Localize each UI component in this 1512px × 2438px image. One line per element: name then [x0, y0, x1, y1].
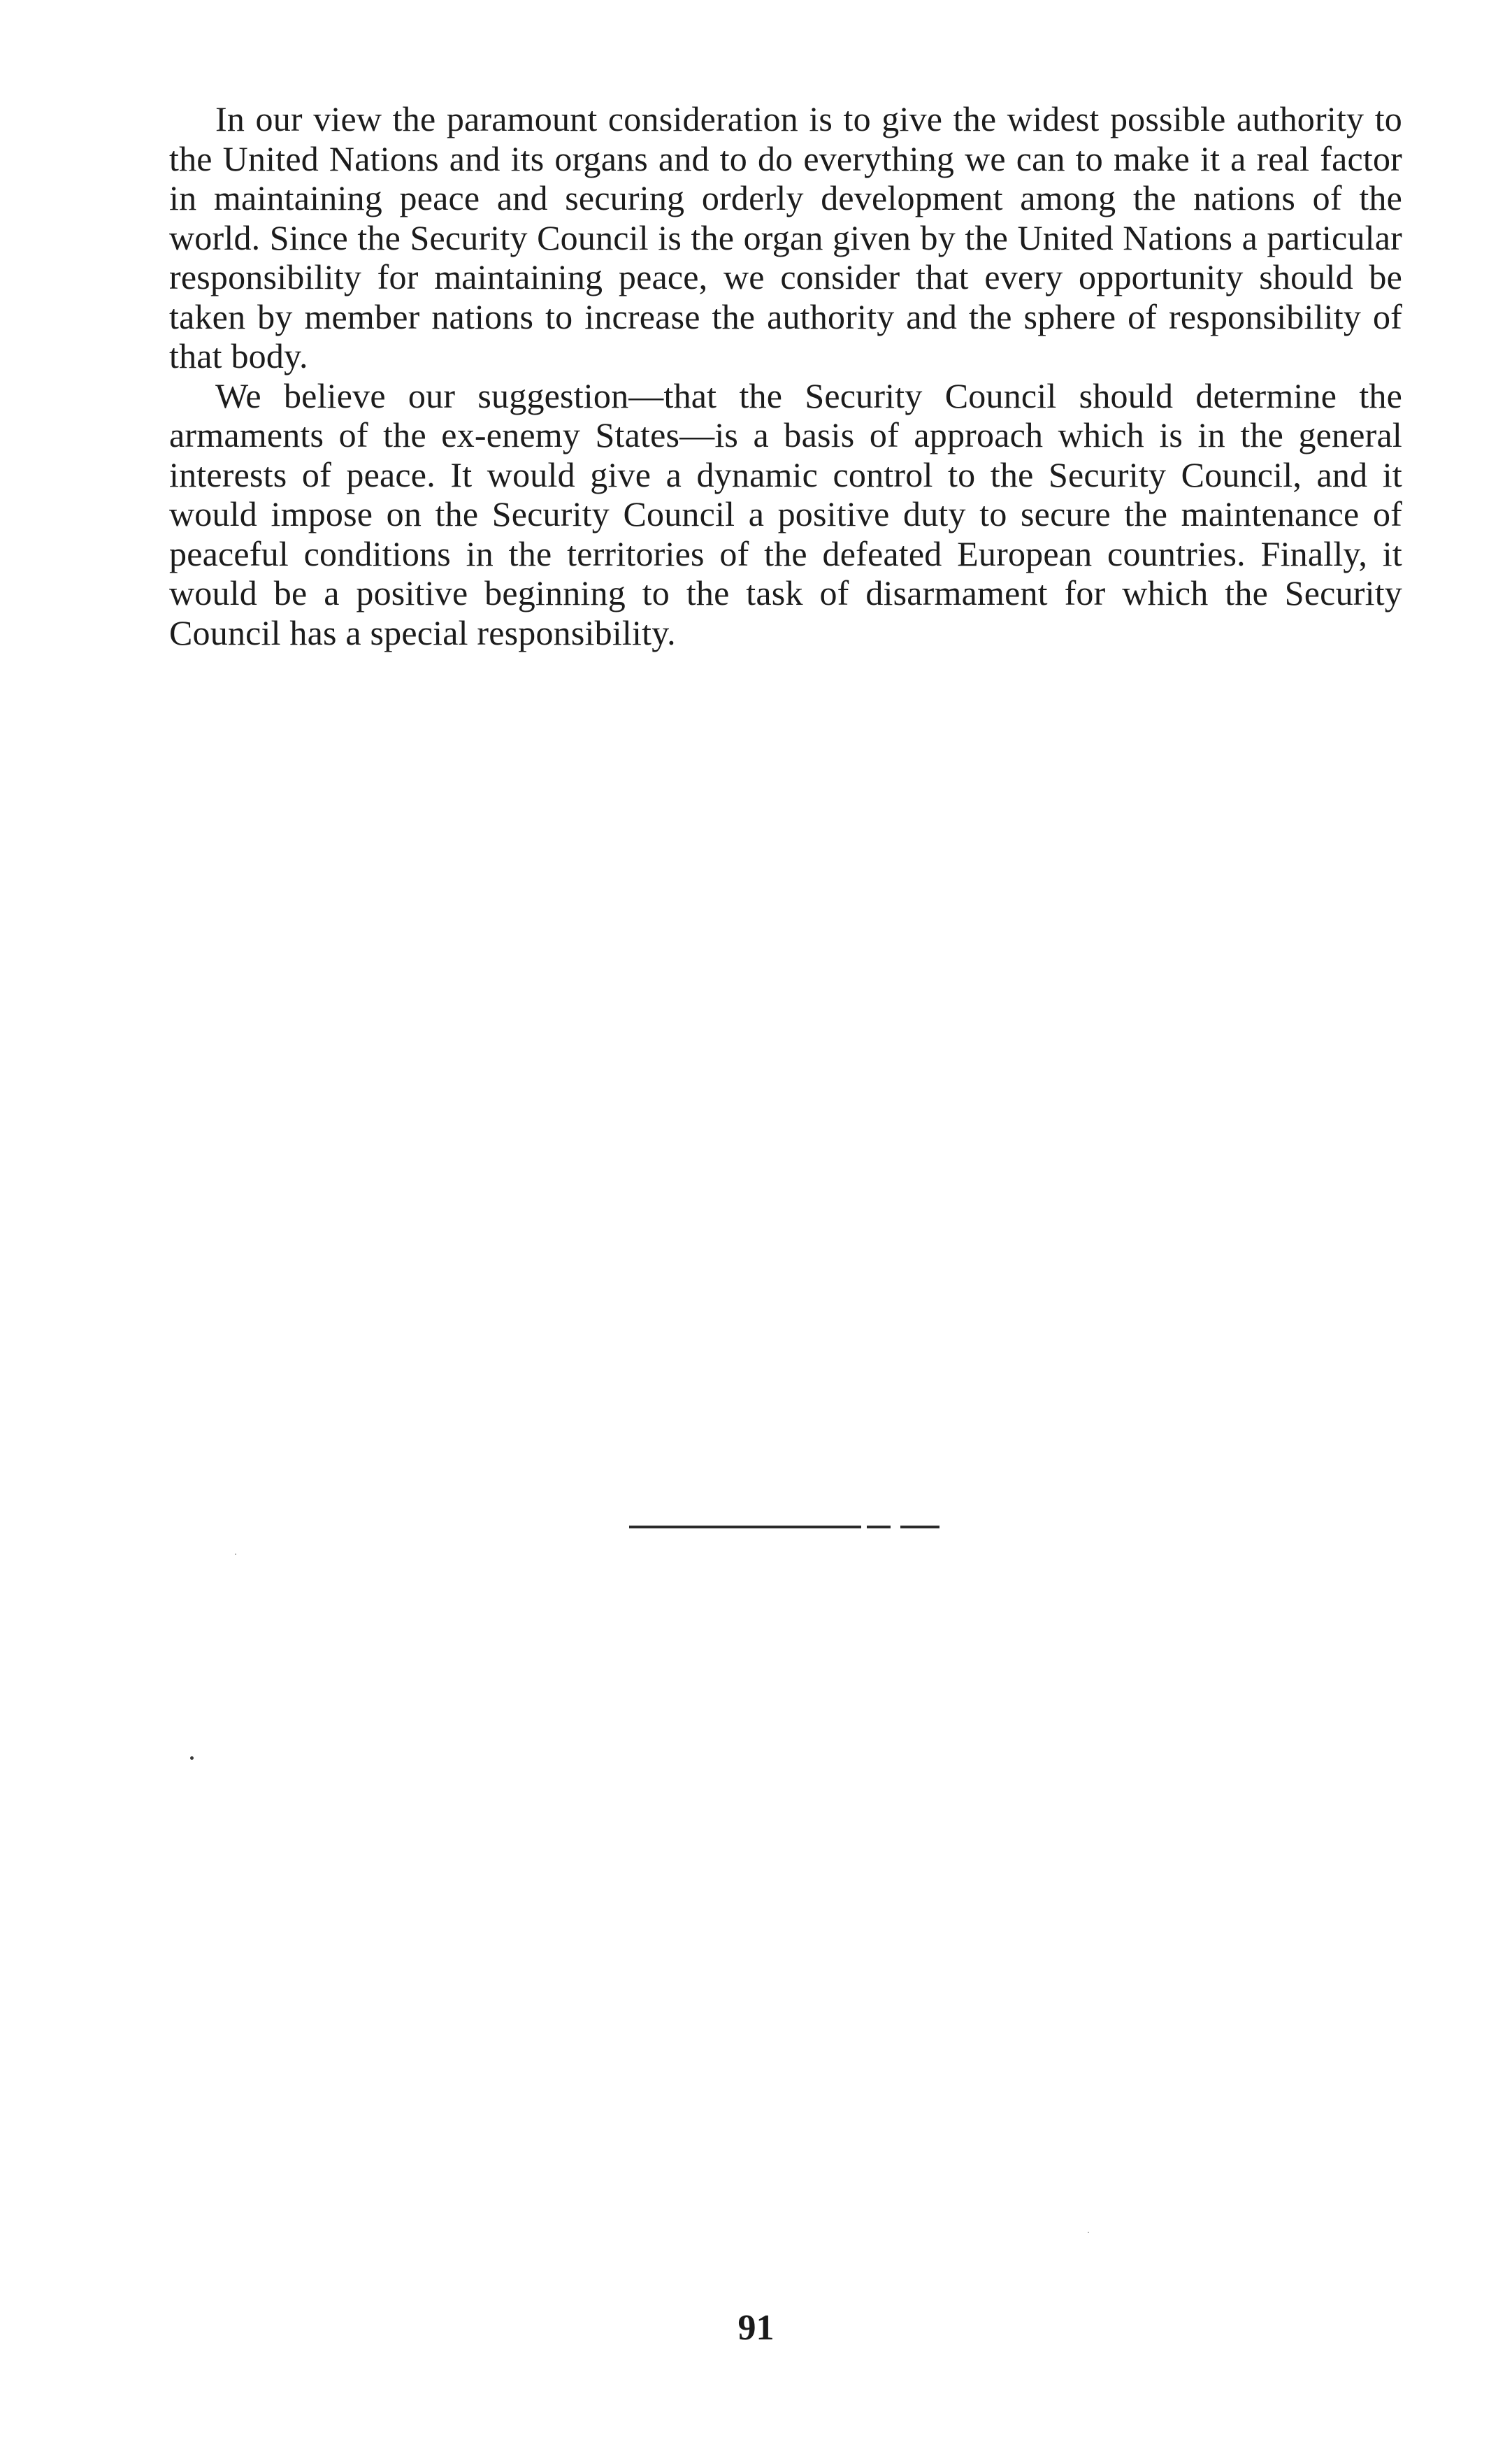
- page-number: 91: [737, 2308, 775, 2348]
- scan-speck: [1088, 2232, 1089, 2233]
- paragraph-1: In our view the paramount consideration is to give the widest possible authority to the United Nations and its organs and to do everything we can to make it a real factor in maintaining peace and securing orderly development among the nations of the world. Since the Security Council is the organ given by the United Nations a particular responsibility for maintaining peace, we consider that every opportunity should be taken by member nations to increase the authority and the sphere of responsibility of that body.: [169, 99, 1402, 375]
- paragraph-2: We believe our suggestion—that the Security Council should determine the armaments of the ex-enemy States—is a basis of approach which is in the general interests of peace. It would give a dynamic control to the Security Council, and it would impose on the Security Council a positive duty to secure the maintenance of peaceful conditions in the territories of the defeated European countries. Finally, it would be a positive beginning to the task of disarmament for which the Security Council has a special responsibility.: [169, 375, 1402, 652]
- scan-speck: [235, 1554, 236, 1555]
- body-text: [169, 99, 1402, 652]
- scan-speck: [190, 1756, 194, 1760]
- section-divider: [629, 1526, 939, 1528]
